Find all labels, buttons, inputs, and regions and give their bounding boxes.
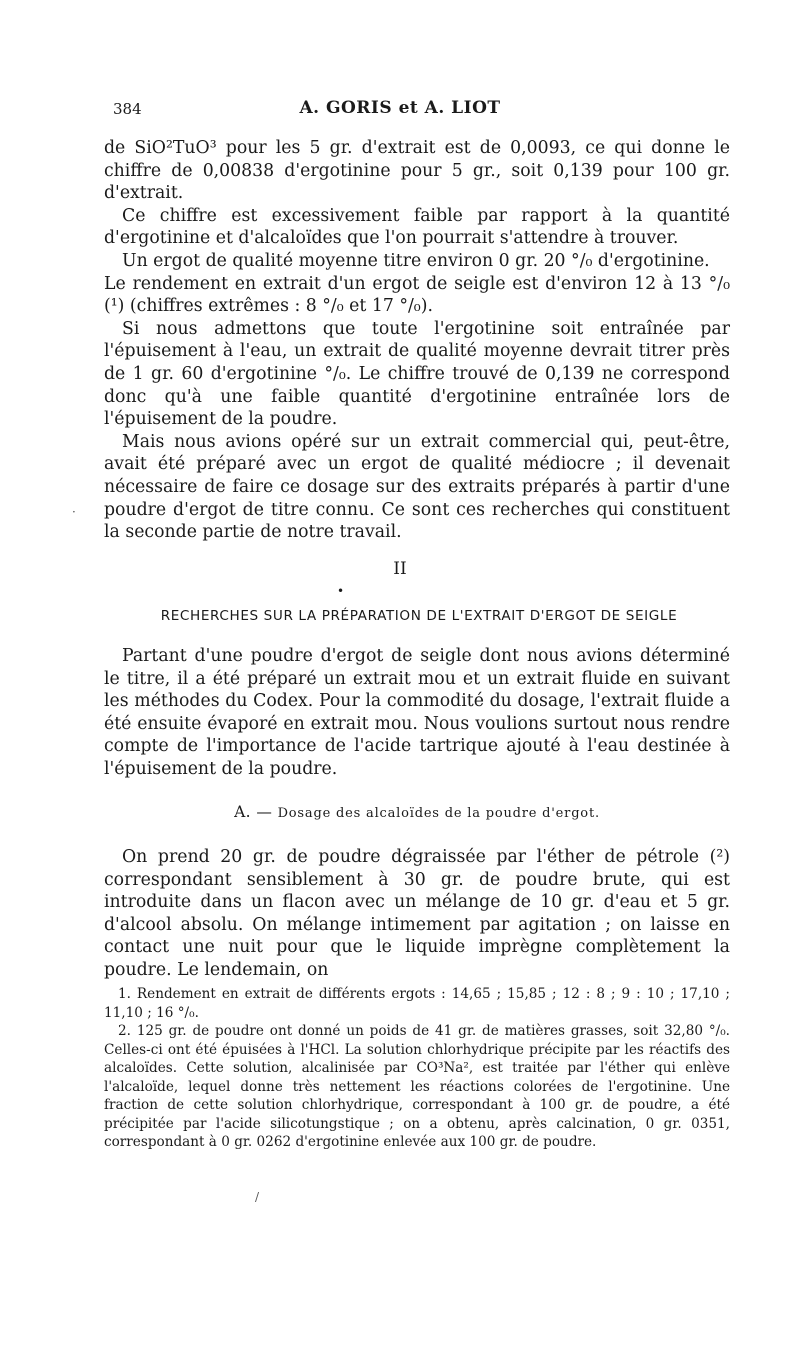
subsection-heading [104, 803, 730, 821]
subsection-letter: A. — [234, 803, 278, 821]
footnote: 2. 125 gr. de poudre ont donné un poids de 41 gr. de matières grasses, soit 32,80 °/₀. Celles-ci ont été épuisées à l'HCl. La solution chlorhydrique précipite par les réactifs des alcaloïdes. Cette solution, alcalinisée par CO³Na², est traitée par l'éther qui enlève l'alcaloïde, lequel donne très nettement les réactions colorées de l'ergotinine. Une fraction de cette solution chlorhydrique, correspondant à 100 gr. de poudre, a été précipitée par l'acide silicotungstique ; on a obtenu, après calcination, 0 gr. 0351, correspondant à 0 gr. 0262 d'ergotinine enlevée aux 100 gr. de poudre. [104, 1023, 730, 1150]
section-number: II [393, 559, 407, 579]
footnotes [104, 985, 730, 1152]
paragraph: Un ergot de qualité moyenne titre environ 0 gr. 20 °/₀ d'ergotinine. [122, 250, 710, 271]
paragraph: Le rendement en extrait d'un ergot de seigle est d'environ 12 à 13 °/₀ (¹) (chiffres extrêmes : 8 °/₀ et 17 °/₀). [104, 273, 730, 317]
paragraph: Si nous admettons que toute l'ergotinine soit entraînée par l'épuisement à l'eau, un extrait de qualité moyenne devrait titrer près de 1 gr. 60 d'ergotinine °/₀. Le chiffre trouvé de 0,139 ne correspond donc qu'à une faible quantité d'ergotinine entraînée lors de l'épuisement de la poudre. [104, 318, 730, 430]
body-text-subsection [104, 846, 730, 982]
pencil-mark: / [255, 1190, 260, 1204]
paragraph: Ce chiffre est excessivement faible par rapport à la quantité d'ergotinine et d'alcaloïdes que l'on pourrait s'attendre à trouver. [104, 205, 730, 249]
running-head: A. GORIS et A. LIOT [299, 98, 501, 118]
margin-speck: · [72, 505, 76, 519]
body-text-top [104, 137, 730, 544]
page-number: 384 [113, 100, 142, 118]
print-speck: • [337, 584, 345, 598]
paragraph: Mais nous avions opéré sur un extrait commercial qui, peut-être, avait été préparé avec un ergot de qualité médiocre ; il devenait nécessaire de faire ce dosage sur des extraits préparés à partir d'une poudre d'ergot de titre connu. Ce sont ces recherches qui constituent la seconde partie de notre travail. [104, 431, 730, 543]
footnote: 1. Rendement en extrait de différents ergots : 14,65 ; 15,85 ; 12 : 8 ; 9 : 10 ; 17,10 ; 11,10 ; 16 °/₀. [104, 986, 730, 1021]
paragraph: de SiO²TuO³ pour les 5 gr. d'extrait est de 0,0093, ce qui donne le chiffre de 0,00838 d'ergotinine pour 5 gr., soit 0,139 pour 100 gr. d'extrait. [104, 138, 730, 204]
paragraph: On prend 20 gr. de poudre dégraissée par l'éther de pétrole (²) correspondant sensiblement à 30 gr. de poudre brute, qui est introduite dans un flacon avec un mélange de 10 gr. d'eau et 5 gr. d'alcool absolu. On mélange intimement par agitation ; on laisse en contact une nuit pour que le liquide imprègne complètement la poudre. Le lendemain, on [104, 847, 730, 980]
section-title: RECHERCHES SUR LA PRÉPARATION DE L'EXTRAIT D'ERGOT DE SEIGLE [160, 608, 678, 624]
body-text-section [104, 645, 730, 781]
paragraph: Partant d'une poudre d'ergot de seigle dont nous avions déterminé le titre, il a été préparé un extrait mou et un extrait fluide en suivant les méthodes du Codex. Pour la commodité du dosage, l'extrait fluide a été ensuite évaporé en extrait mou. Nous voulions surtout nous rendre compte de l'importance de l'acide tartrique ajouté à l'eau destinée à l'épuisement de la poudre. [104, 646, 730, 779]
subsection-title: Dosage des alcaloïdes de la poudre d'ergot. [277, 806, 600, 821]
